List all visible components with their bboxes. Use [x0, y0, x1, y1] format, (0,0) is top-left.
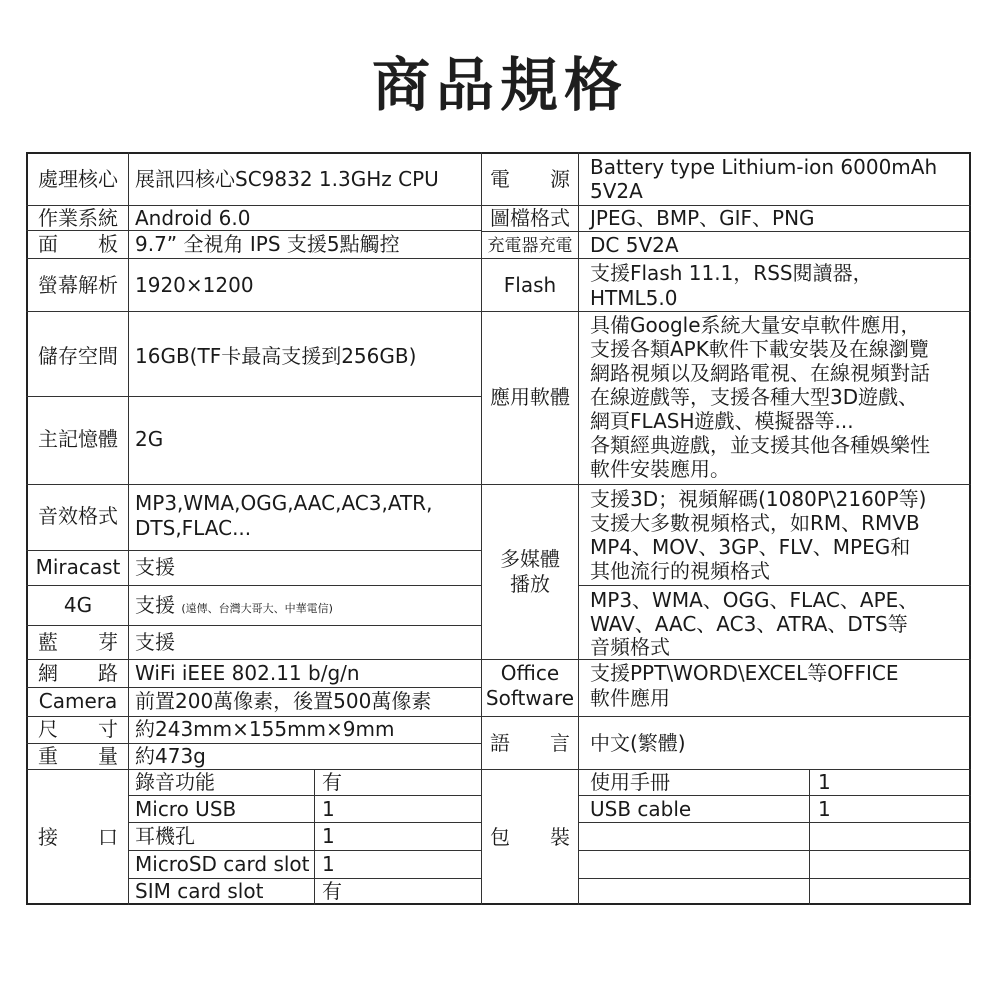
row-divider: [26, 484, 481, 485]
apps-line: 網頁FLASH遊戲、模擬器等...: [590, 409, 854, 433]
value-office-line-2: 軟件應用: [590, 686, 670, 710]
port-value: 1: [322, 852, 335, 876]
value-weight: 約473g: [135, 744, 206, 768]
media-line: 支援大多數視頻格式，如RM、RMVB: [590, 511, 920, 535]
row-divider: [481, 716, 971, 717]
row-divider: [578, 822, 971, 823]
value-language: 中文(繁體): [590, 731, 686, 755]
apps-line: 具備Google系統大量安卓軟件應用，: [590, 313, 921, 337]
value-os: Android 6.0: [135, 206, 251, 230]
row-divider: [578, 850, 971, 851]
value-audio-line-1: MP3,WMA,OGG,AAC,AC3,ATR,: [135, 491, 433, 515]
row-divider: [128, 822, 481, 823]
column-divider: [809, 769, 810, 905]
column-divider: [314, 769, 315, 905]
value-charger: DC 5V2A: [590, 233, 679, 257]
package-item-name: 使用手冊: [590, 770, 670, 794]
port-name: SIM card slot: [135, 879, 264, 903]
value-power-line-2: 5V2A: [590, 179, 643, 203]
value-4g-carriers: (遠傳、台灣大哥大、中華電信): [181, 602, 333, 615]
row-divider: [481, 258, 971, 259]
column-divider: [578, 152, 579, 905]
value-cpu: 展訊四核心SC9832 1.3GHz CPU: [135, 167, 439, 191]
value-camera: 前置200萬像素，後置500萬像素: [135, 689, 432, 713]
row-divider: [26, 550, 481, 551]
label-media-line-1: 多媒體: [500, 547, 560, 571]
label-media-line-2: 播放: [510, 572, 550, 596]
row-divider: [481, 659, 971, 660]
label-package: 包 裝: [490, 825, 570, 849]
label-audio: 音效格式: [38, 504, 118, 528]
value-4g-main: 支援: [135, 593, 175, 617]
value-resolution: 1920×1200: [135, 273, 254, 297]
port-value: 有: [322, 879, 342, 903]
label-miracast: Miracast: [35, 555, 121, 579]
label-language: 語 言: [490, 731, 570, 755]
port-name: Micro USB: [135, 797, 237, 821]
row-divider: [481, 311, 971, 312]
value-bluetooth: 支援: [135, 630, 175, 654]
label-cpu: 處理核心: [38, 167, 118, 191]
value-ram: 2G: [135, 427, 164, 451]
label-os: 作業系統: [38, 206, 118, 230]
row-divider: [578, 878, 971, 879]
label-apps: 應用軟體: [490, 385, 570, 409]
port-value: 1: [322, 824, 335, 848]
row-divider: [481, 231, 971, 232]
row-divider: [578, 795, 971, 796]
value-network: WiFi iEEE 802.11 b/g/n: [135, 661, 360, 685]
label-panel: 面 板: [38, 232, 118, 256]
label-resolution: 螢幕解析: [38, 273, 118, 297]
label-size: 尺 寸: [38, 717, 118, 741]
port-name: MicroSD card slot: [135, 852, 310, 876]
row-divider: [26, 687, 481, 688]
package-item-name: USB cable: [590, 797, 692, 821]
label-network: 網 路: [38, 661, 118, 685]
media-line: WAV、AAC、AC3、ATRA、DTS等: [590, 612, 908, 636]
row-divider: [26, 230, 481, 231]
port-value: 有: [322, 770, 342, 794]
value-flash-line-1: 支援Flash 11.1，RSS閱讀器，: [590, 261, 873, 285]
package-item-qty: 1: [818, 770, 831, 794]
row-divider: [26, 396, 481, 397]
label-storage: 儲存空間: [38, 344, 118, 368]
media-line: 支援3D；視頻解碼(1080P\2160P等): [590, 487, 927, 511]
row-divider: [481, 769, 971, 770]
apps-line: 各類經典遊戲，並支援其他各種娛樂性: [590, 433, 930, 457]
value-panel: 9.7” 全視角 IPS 支援5點觸控: [135, 232, 400, 256]
row-divider: [578, 585, 971, 586]
label-camera: Camera: [38, 689, 118, 713]
label-office-line-2: Software: [485, 686, 575, 710]
label-ports: 接 口: [38, 825, 118, 849]
apps-line: 網路視頻以及網路電視、在線視頻對話: [590, 361, 930, 385]
value-office-line-1: 支援PPT\WORD\EXCEL等OFFICE: [590, 661, 899, 685]
label-power: 電 源: [490, 167, 570, 191]
value-audio-line-2: DTS,FLAC...: [135, 516, 252, 540]
value-miracast: 支援: [135, 555, 175, 579]
row-divider: [26, 659, 481, 660]
row-divider: [26, 769, 481, 770]
column-divider: [128, 152, 129, 905]
apps-line: 支援各類APK軟件下載安裝及在線瀏覽: [590, 337, 929, 361]
value-flash-line-2: HTML5.0: [590, 286, 678, 310]
row-divider: [26, 258, 481, 259]
row-divider: [26, 585, 481, 586]
port-name: 錄音功能: [135, 770, 215, 794]
row-divider: [128, 850, 481, 851]
label-bluetooth: 藍 芽: [38, 630, 118, 654]
apps-line: 軟件安裝應用。: [590, 457, 730, 481]
value-power-line-1: Battery type Lithium-ion 6000mAh: [590, 155, 938, 179]
port-name: 耳機孔: [135, 824, 195, 848]
media-line: MP4、MOV、3GP、FLV、MPEG和: [590, 535, 911, 559]
page-title: 商品規格: [371, 51, 628, 119]
media-line: 其他流行的視頻格式: [590, 559, 770, 583]
media-line: MP3、WMA、OGG、FLAC、APE、: [590, 588, 919, 612]
row-divider: [26, 625, 481, 626]
apps-line: 在線遊戲等，支援各種大型3D遊戲、: [590, 385, 919, 409]
column-divider: [481, 152, 482, 905]
label-ram: 主記憶體: [38, 427, 118, 451]
port-value: 1: [322, 797, 335, 821]
value-size: 約243mm×155mm×9mm: [135, 717, 395, 741]
label-4g: 4G: [63, 593, 93, 617]
label-flash: Flash: [503, 273, 557, 297]
label-image-format: 圖檔格式: [490, 206, 570, 230]
value-storage: 16GB(TF卡最高支援到256GB): [135, 344, 417, 368]
package-item-qty: 1: [818, 797, 831, 821]
row-divider: [128, 795, 481, 796]
value-image-format: JPEG、BMP、GIF、PNG: [590, 206, 815, 230]
label-office-line-1: Office: [500, 661, 560, 685]
label-weight: 重 量: [38, 744, 118, 768]
row-divider: [26, 311, 481, 312]
media-line: 音頻格式: [590, 635, 670, 659]
row-divider: [481, 484, 971, 485]
value-4g: [135, 594, 333, 620]
label-charger: 充電器充電: [487, 236, 573, 256]
